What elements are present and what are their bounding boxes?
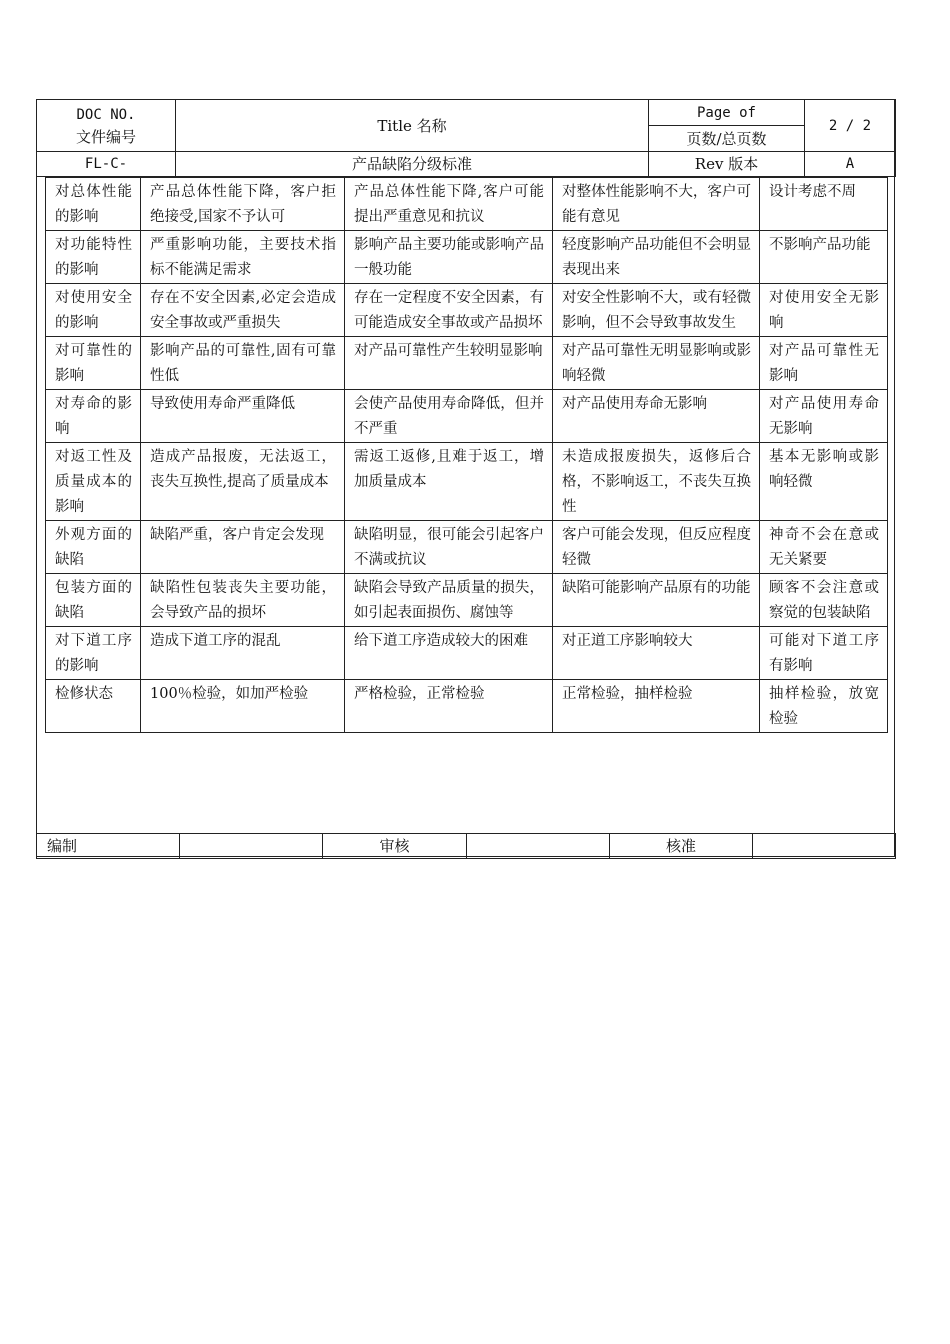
critical-defect-cell: 造成下道工序的混乱 — [141, 627, 345, 680]
minor-defect-cell: 对产品使用寿命无影响 — [553, 390, 760, 443]
minor-defect-cell: 对产品可靠性无明显影响或影响轻微 — [553, 337, 760, 390]
major-defect-cell: 影响产品主要功能或影响产品一般功能 — [345, 231, 553, 284]
reviewed-by-field[interactable] — [467, 834, 610, 859]
slight-defect-cell: 顾客不会注意或察觉的包装缺陷 — [760, 574, 888, 627]
prepared-by-field[interactable] — [180, 834, 323, 859]
slight-defect-cell: 对产品可靠性无影响 — [760, 337, 888, 390]
signature-table — [36, 833, 896, 859]
critical-defect-cell: 造成产品报废，无法返工，丧失互换性,提高了质量成本 — [141, 443, 345, 521]
major-defect-cell: 产品总体性能下降,客户可能提出严重意见和抗议 — [345, 178, 553, 231]
row-label: 对寿命的影响 — [46, 390, 141, 443]
row-label: 对使用安全的影响 — [46, 284, 141, 337]
slight-defect-cell: 设计考虑不周 — [760, 178, 888, 231]
major-defect-cell: 会使产品使用寿命降低，但并不严重 — [345, 390, 553, 443]
major-defect-cell: 需返工返修,且难于返工，增加质量成本 — [345, 443, 553, 521]
doc-no-label-cn: 文件编号 — [75, 127, 136, 146]
critical-defect-cell: 影响产品的可靠性,固有可靠性低 — [141, 337, 345, 390]
table-row — [46, 574, 888, 627]
doc-no-cell — [37, 100, 176, 152]
table-row — [46, 231, 888, 284]
critical-defect-cell: 产品总体性能下降，客户拒绝接受,国家不予认可 — [141, 178, 345, 231]
minor-defect-cell: 对正道工序影响较大 — [553, 627, 760, 680]
table-row — [46, 337, 888, 390]
critical-defect-cell: 缺陷严重，客户肯定会发现 — [141, 521, 345, 574]
minor-defect-cell: 未造成报废损失，返修后合格，不影响返工，不丧失互换性 — [553, 443, 760, 521]
slight-defect-cell: 基本无影响或影响轻微 — [760, 443, 888, 521]
major-defect-cell: 缺陷明显，很可能会引起客户不满或抗议 — [345, 521, 553, 574]
minor-defect-cell: 客户可能会发现，但反应程度轻微 — [553, 521, 760, 574]
approved-by-field[interactable] — [753, 834, 896, 859]
row-label: 外观方面的缺陷 — [46, 521, 141, 574]
minor-defect-cell: 轻度影响产品功能但不会明显表现出来 — [553, 231, 760, 284]
page-of-label-cn: 页数/总页数 — [649, 126, 805, 152]
major-defect-cell: 缺陷会导致产品质量的损失，如引起表面损伤、腐蚀等 — [345, 574, 553, 627]
row-label: 对功能特性的影响 — [46, 231, 141, 284]
slight-defect-cell: 对使用安全无影响 — [760, 284, 888, 337]
table-row — [46, 521, 888, 574]
row-label: 对下道工序的影响 — [46, 627, 141, 680]
minor-defect-cell: 对安全性影响不大，或有轻微影响，但不会导致事故发生 — [553, 284, 760, 337]
major-defect-cell: 严格检验，正常检验 — [345, 680, 553, 733]
row-label: 对可靠性的影响 — [46, 337, 141, 390]
row-label: 包装方面的缺陷 — [46, 574, 141, 627]
row-label: 对返工性及质量成本的影响 — [46, 443, 141, 521]
critical-defect-cell: 缺陷性包装丧失主要功能，会导致产品的损坏 — [141, 574, 345, 627]
page-value: 2 / 2 — [805, 100, 896, 152]
rev-value: A — [805, 152, 896, 177]
doc-code: FL-C- — [37, 152, 176, 177]
page-of-label-en: Page of — [649, 100, 805, 126]
approved-by-label: 核准 — [610, 834, 753, 859]
slight-defect-cell: 神奇不会在意或无关紧要 — [760, 521, 888, 574]
slight-defect-cell: 可能对下道工序有影响 — [760, 627, 888, 680]
row-label: 检修状态 — [46, 680, 141, 733]
minor-defect-cell: 缺陷可能影响产品原有的功能 — [553, 574, 760, 627]
title-label-cell — [176, 100, 649, 152]
critical-defect-cell: 导致使用寿命严重降低 — [141, 390, 345, 443]
rev-label: Rev 版本 — [649, 152, 805, 177]
minor-defect-cell: 对整体性能影响不大，客户可能有意见 — [553, 178, 760, 231]
critical-defect-cell: 严重影响功能，主要技术指标不能满足需求 — [141, 231, 345, 284]
table-row — [46, 680, 888, 733]
table-row — [46, 443, 888, 521]
title-label: Title 名称 — [377, 116, 447, 135]
prepared-by-label: 编制 — [37, 834, 180, 859]
doc-no-label-en: DOC NO. — [76, 106, 136, 123]
slight-defect-cell: 不影响产品功能 — [760, 231, 888, 284]
reviewed-by-label: 审核 — [323, 834, 467, 859]
slight-defect-cell: 对产品使用寿命无影响 — [760, 390, 888, 443]
header-table — [36, 99, 896, 177]
defect-classification-table — [45, 177, 888, 733]
major-defect-cell: 给下道工序造成较大的困难 — [345, 627, 553, 680]
table-row — [46, 390, 888, 443]
major-defect-cell: 存在一定程度不安全因素，有可能造成安全事故或产品损坏 — [345, 284, 553, 337]
major-defect-cell: 对产品可靠性产生较明显影响 — [345, 337, 553, 390]
table-row — [46, 178, 888, 231]
slight-defect-cell: 抽样检验，放宽检验 — [760, 680, 888, 733]
row-label: 对总体性能的影响 — [46, 178, 141, 231]
critical-defect-cell: 存在不安全因素,必定会造成安全事故或严重损失 — [141, 284, 345, 337]
document-title: 产品缺陷分级标准 — [176, 152, 649, 177]
minor-defect-cell: 正常检验，抽样检验 — [553, 680, 760, 733]
table-row — [46, 284, 888, 337]
critical-defect-cell: 100％检验，如加严检验 — [141, 680, 345, 733]
table-row — [46, 627, 888, 680]
